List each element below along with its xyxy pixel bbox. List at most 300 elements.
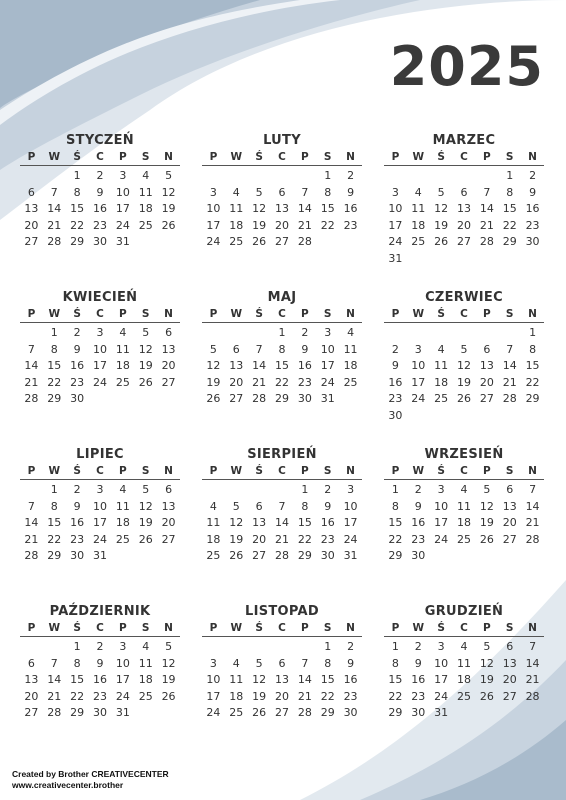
day-cell: 21: [525, 516, 540, 530]
month-block: [202, 132, 362, 289]
day-cell: 2: [414, 640, 422, 653]
days-grid: [384, 325, 544, 425]
day-cell: 5: [437, 185, 445, 199]
day-cell: 4: [142, 640, 150, 653]
day-cell: 25: [456, 532, 471, 546]
day-cell: 26: [434, 235, 449, 249]
day-cell: 15: [47, 359, 62, 373]
empty-day-cell: [248, 325, 271, 342]
days-grid: [384, 482, 544, 565]
day-cell: 26: [161, 218, 176, 232]
day-cell: 18: [411, 218, 426, 232]
day-cell: 23: [343, 689, 358, 703]
day-cell: 25: [138, 218, 153, 232]
day-cell: 31: [343, 549, 358, 563]
day-cell: 6: [27, 185, 35, 199]
day-cell: 30: [525, 235, 540, 249]
day-cell: 19: [434, 218, 449, 232]
empty-day-cell: [430, 325, 453, 342]
day-cell: 6: [165, 326, 173, 339]
day-cell: 24: [343, 532, 358, 546]
day-cell: 5: [142, 483, 150, 496]
weekday-label: P: [27, 151, 36, 163]
day-cell: 8: [50, 499, 58, 513]
weekday-label: S: [505, 622, 514, 634]
day-cell: 10: [434, 499, 449, 513]
day-cell: 11: [115, 499, 130, 513]
day-cell: 18: [206, 532, 221, 546]
day-cell: 5: [165, 169, 173, 182]
day-cell: 3: [437, 483, 445, 496]
day-cell: 6: [27, 656, 35, 670]
day-cell: 27: [456, 235, 471, 249]
day-cell: 6: [483, 342, 491, 356]
day-cell: 7: [50, 656, 58, 670]
day-cell: 1: [50, 326, 58, 339]
day-cell: 10: [206, 673, 221, 687]
day-cell: 23: [320, 532, 335, 546]
day-cell: 8: [73, 185, 81, 199]
day-cell: 8: [50, 342, 58, 356]
weekday-label: W: [230, 622, 243, 634]
day-cell: 29: [502, 235, 517, 249]
month-name: LISTOPAD: [245, 604, 319, 619]
weekday-header: [384, 150, 544, 166]
day-cell: 15: [274, 359, 289, 373]
days-grid: [20, 639, 180, 722]
day-cell: 20: [502, 516, 517, 530]
day-cell: 9: [414, 499, 422, 513]
day-cell: 3: [414, 342, 422, 356]
day-cell: 12: [161, 185, 176, 199]
day-cell: 16: [411, 516, 426, 530]
day-cell: 5: [142, 326, 150, 339]
weekday-label: P: [209, 308, 218, 320]
day-cell: 2: [347, 640, 355, 653]
day-cell: 26: [161, 689, 176, 703]
day-cell: 29: [274, 392, 289, 406]
day-cell: 26: [138, 375, 153, 389]
day-cell: 26: [206, 392, 221, 406]
weekday-label: C: [278, 308, 286, 320]
day-cell: 14: [274, 516, 289, 530]
day-cell: 14: [297, 673, 312, 687]
day-cell: 20: [479, 375, 494, 389]
day-cell: 14: [525, 656, 540, 670]
empty-day-cell: [248, 168, 271, 185]
day-cell: 13: [502, 499, 517, 513]
weekday-label: N: [164, 151, 173, 163]
day-cell: 14: [252, 359, 267, 373]
day-cell: 2: [347, 169, 355, 182]
day-cell: 31: [320, 392, 335, 406]
day-cell: 12: [161, 656, 176, 670]
day-cell: 20: [161, 359, 176, 373]
day-cell: 28: [525, 689, 540, 703]
empty-day-cell: [293, 168, 316, 185]
day-cell: 29: [525, 392, 540, 406]
day-cell: 13: [24, 202, 39, 216]
weekday-label: P: [301, 465, 309, 477]
days-grid: [202, 639, 362, 722]
day-cell: 10: [206, 202, 221, 216]
days-grid: [202, 325, 362, 408]
month-name: SIERPIEŃ: [247, 447, 317, 462]
day-cell: 23: [411, 532, 426, 546]
day-cell: 19: [161, 673, 176, 687]
day-cell: 28: [479, 235, 494, 249]
day-cell: 19: [456, 375, 471, 389]
day-cell: 10: [343, 499, 358, 513]
days-grid: [202, 482, 362, 565]
day-cell: 11: [343, 342, 358, 356]
month-block: [20, 446, 180, 603]
empty-day-cell: [271, 639, 294, 656]
weekday-label: P: [209, 151, 218, 163]
month-name: PAŹDZIERNIK: [49, 604, 151, 619]
weekday-label: P: [483, 465, 491, 477]
day-cell: 1: [506, 169, 514, 182]
day-cell: 3: [119, 169, 127, 182]
day-cell: 12: [138, 499, 153, 513]
month-block: [384, 132, 544, 289]
day-cell: 7: [278, 499, 286, 513]
day-cell: 7: [301, 185, 309, 199]
day-cell: 27: [502, 532, 517, 546]
day-cell: 4: [232, 185, 240, 199]
day-cell: 17: [434, 516, 449, 530]
day-cell: 13: [252, 516, 267, 530]
day-cell: 25: [343, 375, 358, 389]
day-cell: 2: [391, 342, 399, 356]
day-cell: 28: [47, 235, 62, 249]
day-cell: 8: [301, 499, 309, 513]
day-cell: 2: [96, 169, 104, 182]
day-cell: 24: [206, 706, 221, 720]
month-name: STYCZEŃ: [65, 133, 134, 148]
day-cell: 24: [411, 392, 426, 406]
day-cell: 6: [460, 185, 468, 199]
day-cell: 7: [301, 656, 309, 670]
days-grid: [384, 639, 544, 722]
day-cell: 20: [24, 218, 39, 232]
day-cell: 24: [115, 689, 130, 703]
day-cell: 13: [24, 673, 39, 687]
weekday-header: [20, 621, 180, 637]
weekday-label: P: [391, 465, 400, 477]
day-cell: 12: [479, 499, 494, 513]
day-cell: 27: [161, 375, 176, 389]
day-cell: 22: [320, 689, 335, 703]
day-cell: 10: [434, 656, 449, 670]
weekday-label: P: [119, 308, 127, 320]
month-block: [20, 289, 180, 446]
day-cell: 28: [297, 235, 312, 249]
weekday-label: W: [412, 622, 425, 634]
month-block: [202, 289, 362, 446]
day-cell: 4: [437, 342, 445, 356]
day-cell: 11: [229, 202, 244, 216]
weekday-label: C: [96, 622, 104, 634]
days-grid: [20, 325, 180, 408]
day-cell: 30: [70, 549, 85, 563]
day-cell: 11: [456, 499, 471, 513]
weekday-label: W: [412, 308, 425, 320]
day-cell: 22: [525, 375, 540, 389]
weekday-label: P: [119, 151, 127, 163]
day-cell: 18: [456, 673, 471, 687]
day-cell: 25: [138, 689, 153, 703]
day-cell: 18: [138, 673, 153, 687]
day-cell: 4: [460, 640, 468, 653]
day-cell: 8: [529, 342, 537, 356]
day-cell: 14: [479, 202, 494, 216]
day-cell: 1: [391, 640, 399, 653]
day-cell: 14: [297, 202, 312, 216]
day-cell: 16: [388, 375, 403, 389]
day-cell: 20: [274, 218, 289, 232]
weekday-header: [20, 307, 180, 323]
day-cell: 1: [73, 169, 81, 182]
day-cell: 11: [206, 516, 221, 530]
day-cell: 21: [24, 532, 39, 546]
weekday-label: S: [505, 151, 514, 163]
day-cell: 15: [320, 202, 335, 216]
day-cell: 9: [96, 656, 104, 670]
day-cell: 4: [414, 185, 422, 199]
day-cell: 24: [434, 689, 449, 703]
day-cell: 28: [502, 392, 517, 406]
day-cell: 8: [324, 185, 332, 199]
day-cell: 27: [161, 532, 176, 546]
empty-day-cell: [248, 482, 271, 499]
day-cell: 18: [434, 375, 449, 389]
weekday-label: P: [27, 622, 36, 634]
day-cell: 9: [301, 342, 309, 356]
day-cell: 25: [456, 689, 471, 703]
day-cell: 3: [391, 185, 399, 199]
weekday-label: W: [412, 465, 425, 477]
day-cell: 27: [479, 392, 494, 406]
day-cell: 4: [119, 483, 127, 496]
weekday-label: P: [391, 151, 400, 163]
day-cell: 22: [274, 375, 289, 389]
day-cell: 4: [460, 483, 468, 496]
day-cell: 17: [115, 673, 130, 687]
month-name: GRUDZIEŃ: [424, 604, 504, 619]
weekday-label: P: [209, 465, 218, 477]
day-cell: 22: [47, 375, 62, 389]
day-cell: 11: [138, 656, 153, 670]
day-cell: 18: [138, 202, 153, 216]
day-cell: 26: [456, 392, 471, 406]
day-cell: 23: [343, 218, 358, 232]
day-cell: 29: [47, 392, 62, 406]
day-cell: 7: [483, 185, 491, 199]
day-cell: 7: [27, 342, 35, 356]
weekday-label: N: [346, 151, 355, 163]
day-cell: 10: [92, 342, 107, 356]
weekday-label: N: [346, 622, 355, 634]
day-cell: 8: [324, 656, 332, 670]
day-cell: 6: [506, 640, 514, 653]
day-cell: 20: [502, 673, 517, 687]
day-cell: 6: [255, 499, 263, 513]
empty-day-cell: [225, 325, 248, 342]
weekday-label: W: [48, 465, 61, 477]
day-cell: 25: [229, 706, 244, 720]
weekday-label: C: [278, 465, 286, 477]
day-cell: 25: [115, 532, 130, 546]
day-cell: 23: [297, 375, 312, 389]
weekday-label: Ś: [255, 151, 263, 163]
day-cell: 21: [525, 673, 540, 687]
day-cell: 27: [502, 689, 517, 703]
day-cell: 3: [96, 483, 104, 496]
day-cell: 29: [297, 549, 312, 563]
day-cell: 18: [229, 218, 244, 232]
day-cell: 6: [278, 656, 286, 670]
day-cell: 17: [92, 516, 107, 530]
day-cell: 13: [456, 202, 471, 216]
weekday-label: C: [460, 308, 468, 320]
day-cell: 28: [47, 706, 62, 720]
day-cell: 13: [274, 673, 289, 687]
weekday-label: P: [119, 465, 127, 477]
day-cell: 17: [206, 218, 221, 232]
weekday-label: P: [301, 622, 309, 634]
day-cell: 8: [278, 342, 286, 356]
year-title: 2025: [389, 35, 544, 98]
day-cell: 11: [434, 359, 449, 373]
weekday-header: [20, 150, 180, 166]
day-cell: 28: [24, 392, 39, 406]
weekday-label: S: [323, 622, 332, 634]
day-cell: 10: [320, 342, 335, 356]
day-cell: 21: [47, 689, 62, 703]
weekday-label: P: [483, 622, 491, 634]
day-cell: 10: [388, 202, 403, 216]
day-cell: 6: [165, 483, 173, 496]
day-cell: 28: [297, 706, 312, 720]
weekday-label: N: [528, 308, 537, 320]
empty-day-cell: [293, 639, 316, 656]
day-cell: 30: [92, 706, 107, 720]
day-cell: 30: [411, 549, 426, 563]
day-cell: 1: [324, 640, 332, 653]
day-cell: 30: [297, 392, 312, 406]
day-cell: 27: [24, 235, 39, 249]
day-cell: 10: [411, 359, 426, 373]
weekday-label: P: [483, 308, 491, 320]
day-cell: 29: [320, 706, 335, 720]
days-grid: [20, 482, 180, 565]
day-cell: 21: [252, 375, 267, 389]
day-cell: 23: [525, 218, 540, 232]
day-cell: 26: [479, 689, 494, 703]
day-cell: 19: [252, 689, 267, 703]
day-cell: 12: [229, 516, 244, 530]
weekday-label: C: [96, 308, 104, 320]
day-cell: 25: [434, 392, 449, 406]
weekday-label: W: [48, 151, 61, 163]
day-cell: 24: [115, 218, 130, 232]
empty-day-cell: [475, 168, 498, 185]
day-cell: 3: [347, 483, 355, 496]
day-cell: 13: [479, 359, 494, 373]
weekday-header: [202, 621, 362, 637]
day-cell: 30: [320, 549, 335, 563]
day-cell: 22: [502, 218, 517, 232]
day-cell: 30: [388, 408, 403, 422]
day-cell: 4: [232, 656, 240, 670]
day-cell: 10: [92, 499, 107, 513]
weekday-label: P: [209, 622, 218, 634]
day-cell: 21: [297, 218, 312, 232]
day-cell: 1: [324, 169, 332, 182]
empty-day-cell: [384, 325, 407, 342]
day-cell: 4: [142, 169, 150, 182]
day-cell: 29: [388, 549, 403, 563]
day-cell: 29: [47, 549, 62, 563]
day-cell: 12: [206, 359, 221, 373]
weekday-label: C: [460, 151, 468, 163]
day-cell: 13: [274, 202, 289, 216]
month-block: [202, 446, 362, 603]
weekday-label: S: [505, 465, 514, 477]
day-cell: 1: [391, 483, 399, 496]
day-cell: 16: [70, 359, 85, 373]
empty-day-cell: [202, 325, 225, 342]
day-cell: 13: [502, 656, 517, 670]
day-cell: 6: [278, 185, 286, 199]
day-cell: 13: [161, 499, 176, 513]
day-cell: 2: [324, 483, 332, 496]
credit-line-2: www.creativecenter.brother: [12, 780, 124, 790]
weekday-label: Ś: [73, 622, 81, 634]
weekday-label: Ś: [73, 308, 81, 320]
day-cell: 16: [411, 673, 426, 687]
day-cell: 21: [502, 375, 517, 389]
day-cell: 3: [96, 326, 104, 339]
day-cell: 17: [115, 202, 130, 216]
day-cell: 5: [209, 342, 217, 356]
day-cell: 11: [229, 673, 244, 687]
day-cell: 2: [96, 640, 104, 653]
day-cell: 28: [274, 549, 289, 563]
day-cell: 23: [92, 218, 107, 232]
day-cell: 19: [479, 516, 494, 530]
day-cell: 8: [73, 656, 81, 670]
day-cell: 16: [70, 516, 85, 530]
month-name: WRZESIEŃ: [424, 447, 504, 462]
weekday-label: C: [460, 465, 468, 477]
day-cell: 27: [274, 235, 289, 249]
day-cell: 11: [138, 185, 153, 199]
day-cell: 17: [343, 516, 358, 530]
day-cell: 15: [297, 516, 312, 530]
day-cell: 12: [252, 673, 267, 687]
day-cell: 26: [252, 706, 267, 720]
day-cell: 31: [388, 251, 403, 265]
day-cell: 27: [229, 392, 244, 406]
weekday-header: [384, 464, 544, 480]
weekday-label: S: [141, 622, 150, 634]
day-cell: 31: [115, 235, 130, 249]
day-cell: 15: [70, 202, 85, 216]
day-cell: 16: [297, 359, 312, 373]
month-name: LUTY: [263, 133, 301, 148]
